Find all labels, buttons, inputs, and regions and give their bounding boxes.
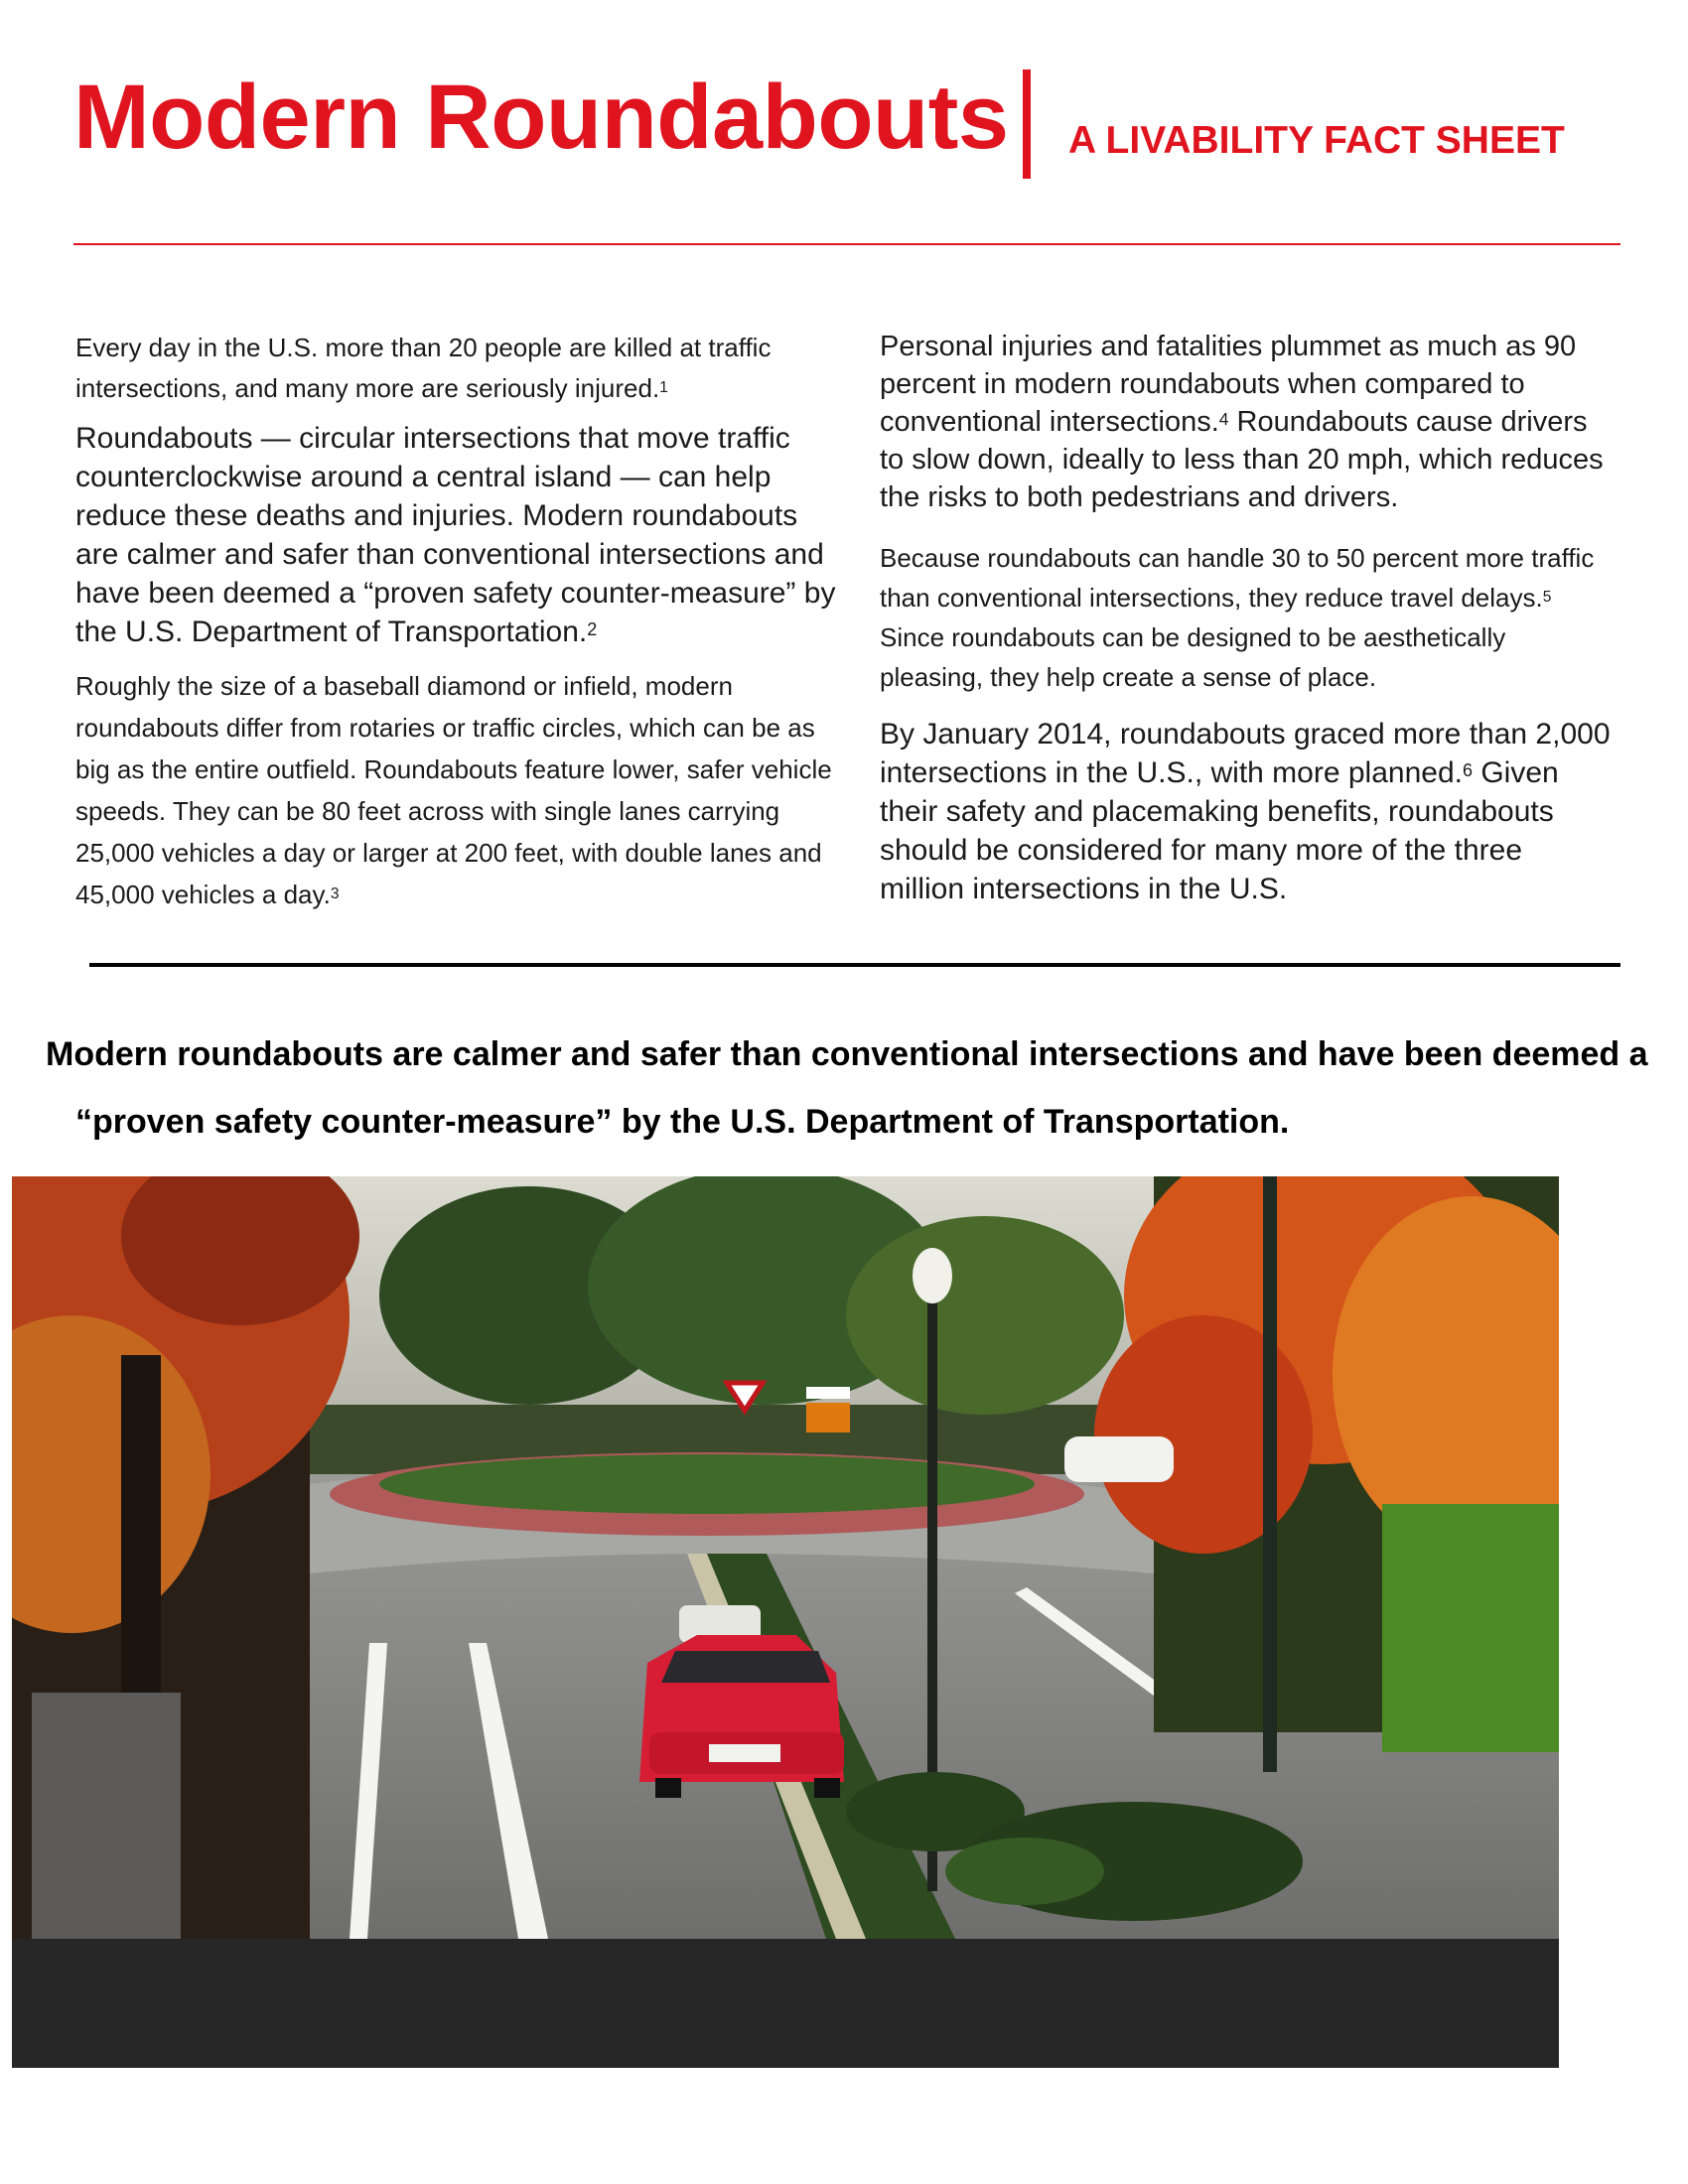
definition-paragraph: Roundabouts — circular intersections that move traffic counterclockwise around a central island — can help reduce these deaths and injuries. Modern roundabouts are calmer and safer than conventional intersections and have been deemed a “proven safety counter-measure” by the U.S. Department of Transportation.$^2$ <box>75 422 836 648</box>
adoption-paragraph: By January 2014, roundabouts graced more than 2,000 intersections in the U.S., with more planned.$^6$ Given their safety and placemaking benefits, roundabouts should be considered for many more of the three million intersections in the U.S. <box>880 718 1611 905</box>
photo-caption-bar <box>12 1939 1559 2068</box>
pull-quote: Modern roundabouts are calmer and safer than conventional intersections and have been deemed a “proven safety counter-measure” by the U.S. Department of Transportation. <box>46 1035 1648 1141</box>
right-column <box>880 328 1615 922</box>
intro-paragraph: Every day in the U.S. more than 20 people are killed at traffic intersections, and many more are seriously injured.$^1$ <box>75 333 772 403</box>
footnote-marker: 4 <box>1218 408 1229 429</box>
left-column <box>75 328 845 925</box>
footnote-marker: 5 <box>1542 588 1552 606</box>
capacity-paragraph: Because roundabouts can handle 30 to 50 percent more traffic than conventional intersections, they reduce travel delays.$^5$ Since roundabouts can be designed to be aesthetically pleasing, they help create a sense of place. <box>880 543 1595 692</box>
title-divider <box>1023 69 1031 179</box>
footnote-marker: 1 <box>659 378 668 396</box>
footnote-marker: 3 <box>330 885 340 902</box>
footnote-marker: 2 <box>587 618 598 639</box>
section-rule <box>89 963 1620 967</box>
page-subtitle: A LIVABILITY FACT SHEET <box>1068 119 1565 162</box>
roundabout-photo <box>12 1176 1559 1939</box>
footnote-marker: 6 <box>1462 759 1473 780</box>
safety-paragraph: Personal injuries and fatalities plummet as much as 90 percent in modern roundabouts when compared to conventional intersections.$^4$ Roundabouts cause drivers to slow down, ideally to less than 20 mph, which reduces the risks to both pedestrians and drivers. <box>880 331 1604 513</box>
page-title: Modern Roundabouts <box>73 67 1009 168</box>
size-paragraph: Roughly the size of a baseball diamond or infield, modern roundabouts differ from rotaries or traffic circles, which can be as big as the entire outfield. Roundabouts feature lower, safer vehicle speeds. They can be 80 feet across with single lanes carrying 25,000 vehicles a day or larger at 200 feet, with double lanes and 45,000 vehicles a day.$^3$ <box>75 671 832 909</box>
header-rule <box>73 243 1620 245</box>
